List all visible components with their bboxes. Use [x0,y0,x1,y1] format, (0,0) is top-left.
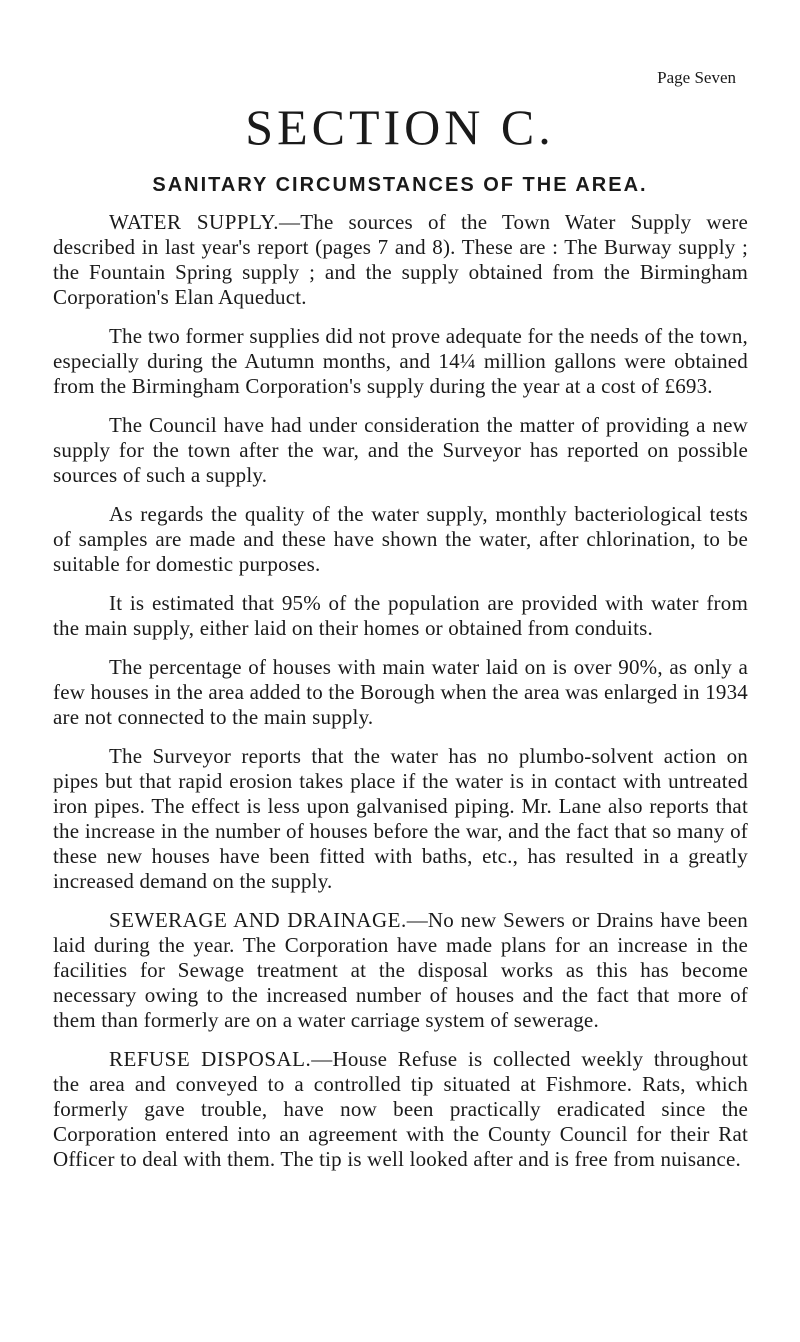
paragraph-plumbo-solvency: The Surveyor reports that the water has no plumbo-solvent action on pipes but that rapid erosion takes place if the water is in contact with untreated iron pipes. The effect is less upon galvanised piping. Mr. Lane also reports that the increase in the number of houses before the war, and the fact that so many of these new houses have been fitted with baths, etc., has resulted in a greatly increased demand on the supply. [53,744,748,893]
paragraph-refuse [53,1047,748,1172]
paragraph-text: —House Refuse is collected weekly throughout the area and conveyed to a controlled tip situated at Fishmore. Rats, which formerly gave trouble, have now been practically eradicated since the Corporation entered into an agreement with the County Council for their Rat Officer to deal with them. The tip is well looked after and is free from nuisance. [53,1047,748,1171]
paragraph-text: —The sources of the Town Water Supply were described in last year's report (pages 7 and 8). These are : The Burway supply ; the Fountain Spring supply ; and the supply obtained from the Birmingham Corporation's Elan Aqueduct. [53,210,748,309]
paragraph-sewerage [53,908,748,1033]
paragraph-water-supply [53,210,748,310]
body-text [53,210,748,1186]
paragraph-water-adequacy: The two former supplies did not prove adequate for the needs of the town, especially during the Autumn months, and 14¼ million gallons were obtained from the Birmingham Corporation's supply during the year at a cost of £693. [53,324,748,398]
page-number: Page Seven [657,68,736,87]
paragraph-houses-percentage: The percentage of houses with main water laid on is over 90%, as only a few houses in the area added to the Borough when the area was enlarged in 1934 are not connected to the main supply. [53,655,748,729]
paragraph-text: —No new Sewers or Drains have been laid during the year. The Corporation have made plans for an increase in the facilities for Sewage treatment at the disposal works as this has become necessary owing to the increased number of houses and the fact that more of them than formerly are on a water carriage system of sewerage. [53,908,748,1032]
heading-refuse: REFUSE DISPOSAL. [109,1047,312,1071]
section-subtitle: SANITARY CIRCUMSTANCES OF THE AREA. [152,174,648,196]
section-title: SECTION C. [245,99,555,155]
paragraph-water-quality: As regards the quality of the water supply, monthly bacteriological tests of samples are made and these have shown the water, after chlorination, to be suitable for domestic purposes. [53,502,748,576]
paragraph-population-supply: It is estimated that 95% of the population are provided with water from the main supply, either laid on their homes or obtained from conduits. [53,591,748,640]
heading-sewerage: SEWERAGE AND DRAINAGE. [109,908,407,932]
paragraph-new-supply: The Council have had under consideration the matter of providing a new supply for the town after the war, and the Surveyor has reported on possible sources of such a supply. [53,413,748,487]
heading-water-supply: WATER SUPPLY. [109,210,280,234]
